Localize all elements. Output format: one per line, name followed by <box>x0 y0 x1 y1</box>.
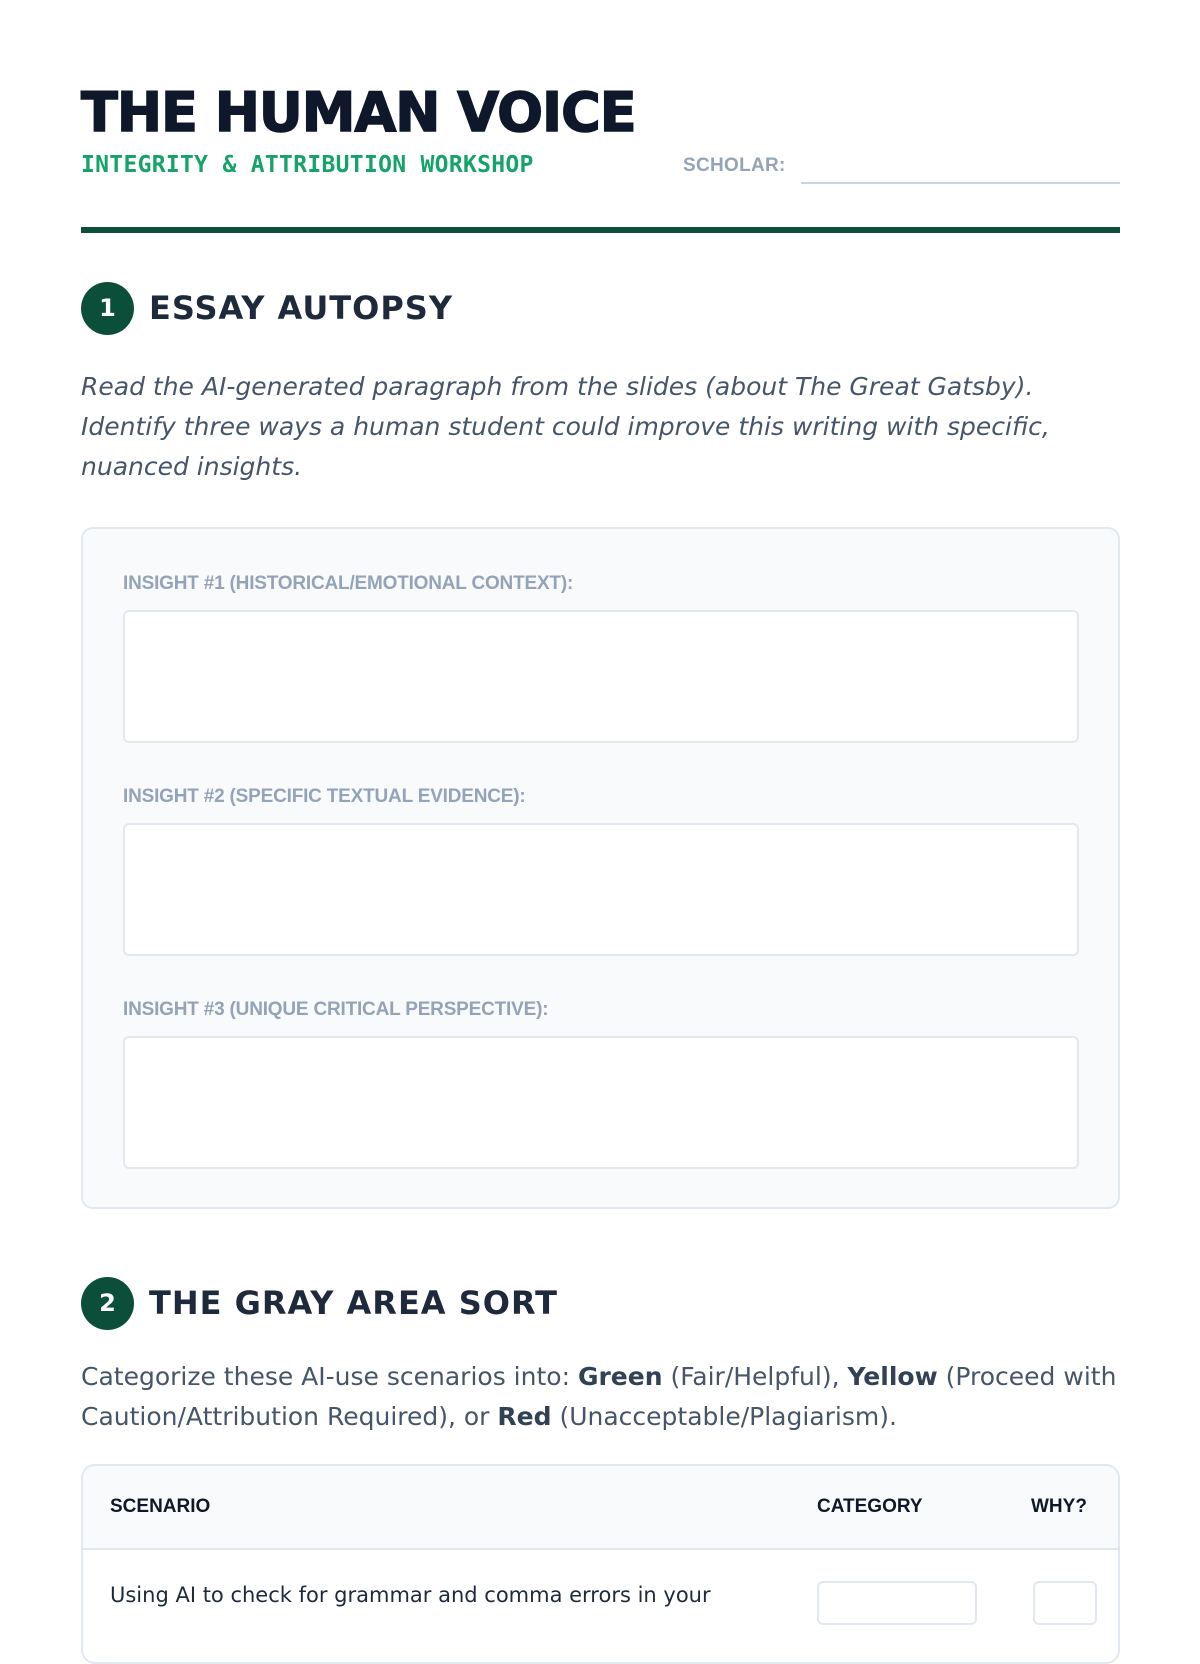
insight-2-label: INSIGHT #2 (SPECIFIC TEXTUAL EVIDENCE): <box>123 786 526 807</box>
section-number-badge: 1 <box>81 282 134 335</box>
scenario-table <box>81 1464 1120 1664</box>
column-header-why: WHY? <box>1031 1496 1087 1517</box>
category-yellow-desc: (Proceed with Caution/Attribution Required), or <box>81 1362 1117 1431</box>
why-field[interactable] <box>1033 1581 1097 1625</box>
insight-2-field[interactable] <box>123 823 1079 956</box>
section-number-badge: 2 <box>81 1277 134 1330</box>
gray-area-instructions <box>81 1357 1120 1437</box>
worksheet-title: THE HUMAN VOICE <box>81 81 636 144</box>
category-red-term: Red <box>497 1402 552 1431</box>
scholar-label: SCHOLAR: <box>683 155 786 176</box>
worksheet-subtitle: INTEGRITY & ATTRIBUTION WORKSHOP <box>81 152 534 178</box>
insight-3-field[interactable] <box>123 1036 1079 1169</box>
section-title: THE GRAY AREA SORT <box>149 1284 558 1322</box>
section-gray-area-header <box>81 1276 558 1330</box>
category-green-term: Green <box>577 1362 663 1391</box>
column-header-scenario: SCENARIO <box>110 1496 211 1517</box>
scenario-cell: Using AI to check for grammar and comma errors in your <box>110 1583 711 1607</box>
category-red-desc: (Unacceptable/Plagiarism). <box>551 1402 897 1431</box>
insight-3-label: INSIGHT #3 (UNIQUE CRITICAL PERSPECTIVE): <box>123 999 549 1020</box>
header-divider <box>81 227 1120 233</box>
table-header-row <box>83 1466 1118 1550</box>
insight-1-field[interactable] <box>123 610 1079 743</box>
instructions-lead: Categorize these AI-use scenarios into: <box>81 1362 578 1391</box>
essay-autopsy-instructions: Read the AI-generated paragraph from the slides (about The Great Gatsby). Identify three ways a human student could improve this writing with specific, nuanced insights. <box>81 372 1050 481</box>
insights-panel <box>81 527 1120 1209</box>
category-yellow-term: Yellow <box>847 1362 938 1391</box>
category-field[interactable] <box>817 1581 977 1625</box>
section-essay-autopsy-header <box>81 281 453 335</box>
column-header-category: CATEGORY <box>817 1496 923 1517</box>
insight-1-label: INSIGHT #1 (HISTORICAL/EMOTIONAL CONTEXT): <box>123 573 574 594</box>
category-green-desc: (Fair/Helpful), <box>662 1362 848 1391</box>
scholar-name-field[interactable] <box>801 150 1120 184</box>
section-title: ESSAY AUTOPSY <box>149 289 453 327</box>
